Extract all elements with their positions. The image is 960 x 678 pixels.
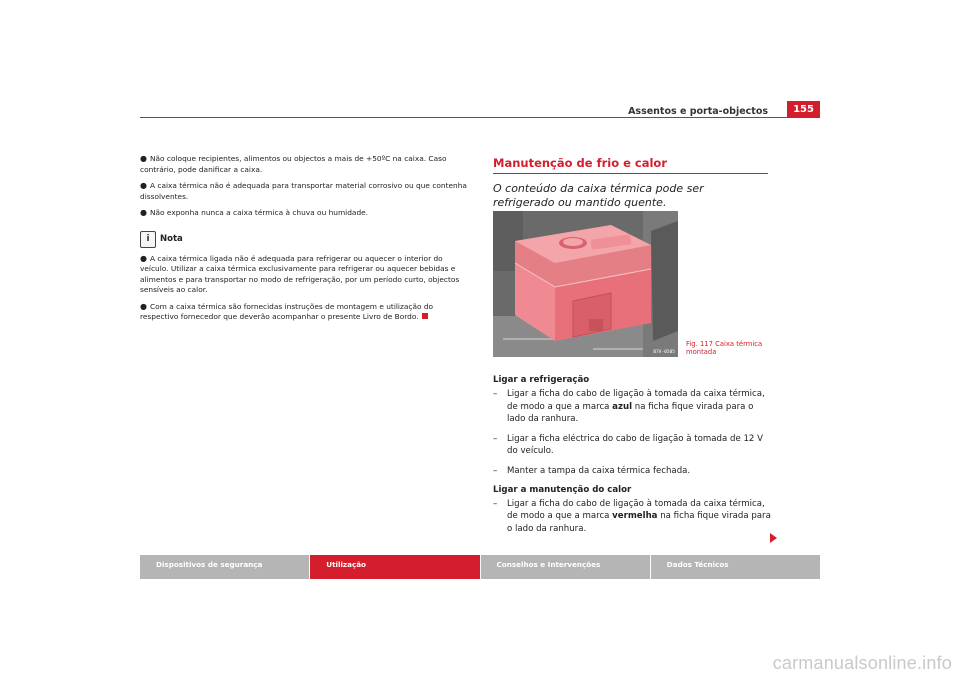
section-intro: O conteúdo da caixa térmica pode ser refrigerado ou mantido quente. xyxy=(493,182,704,209)
cooler-box-illustration xyxy=(493,211,678,357)
footer-nav xyxy=(140,555,820,579)
note-bullet: ● Com a caixa térmica são fornecidas instruções de montagem e utilização do respectivo fornecedor que deverão acompanhar o presente Livro de Bordo. xyxy=(140,301,434,321)
bullet-item: ● Não coloque recipientes, alimentos ou objectos a mais de +50ºC na caixa. Caso contrário, pode danificar a caixa. xyxy=(140,154,447,174)
note-heading xyxy=(140,231,470,248)
tab-dispositivos-de-seguranca[interactable]: Dispositivos de segurança xyxy=(140,555,309,579)
end-of-section-icon xyxy=(422,313,428,319)
bullet-icon: ● xyxy=(140,253,147,263)
heating-heading: Ligar a manutenção do calor xyxy=(493,484,632,495)
section-divider xyxy=(493,173,768,174)
page-header-title: Assentos e porta-objectos xyxy=(628,106,768,117)
bullet-icon: ● xyxy=(140,208,147,217)
tab-dados-tecnicos[interactable]: Dados Técnicos xyxy=(651,555,820,579)
instruction-step: – Manter a tampa da caixa térmica fechada. xyxy=(493,465,691,476)
tab-conselhos-e-intervencoes[interactable]: Conselhos e Intervenções xyxy=(481,555,650,579)
instruction-step: – Ligar a ficha do cabo de ligação à tomada da caixa térmica, de modo a que a marca azul na ficha fique virada para o lado da ranhura. xyxy=(493,389,765,425)
bullet-item: ● Não exponha nunca a caixa térmica à chuva ou humidade. xyxy=(140,208,369,217)
tab-utilizacao[interactable]: Utilização xyxy=(310,555,479,579)
cooler-box-figure xyxy=(493,211,678,357)
bullet-icon: ● xyxy=(140,181,147,190)
instruction-step: – Ligar a ficha do cabo de ligação à tomada da caixa térmica, de modo a que a marca vermelha na ficha fique virada para o lado da ranhura. xyxy=(493,498,771,534)
info-icon: i xyxy=(140,231,156,248)
bullet-icon: ● xyxy=(140,154,147,163)
left-column xyxy=(140,154,470,329)
watermark: carmanualsonline.info xyxy=(772,653,952,673)
cooling-heading: Ligar a refrigeração xyxy=(493,375,590,385)
right-column xyxy=(493,154,768,218)
page-number: 155 xyxy=(787,101,820,118)
header-divider xyxy=(140,117,820,118)
figure-code: B7V-0505 xyxy=(653,350,675,355)
instruction-step: – Ligar a ficha eléctrica do cabo de ligação à tomada de 12 V do veículo. xyxy=(493,433,764,457)
instructions xyxy=(493,375,773,542)
note-bullet: ● A caixa térmica ligada não é adequada para refrigerar ou aquecer o interior do veículo. Utilizar a caixa térmica exclusivamente para refrigerar ou aquecer bebidas e alimentos e para transportar no modo de refrigeração, por um período curto, objectos sensíveis ao calor. xyxy=(140,253,460,294)
note-label: Nota xyxy=(160,234,183,244)
bullet-icon: ● xyxy=(140,301,147,311)
section-title: Manutenção de frio e calor xyxy=(493,156,667,170)
next-page-arrow-icon[interactable] xyxy=(770,533,777,543)
bullet-item: ● A caixa térmica não é adequada para transportar material corrosivo ou que contenha dissolventes. xyxy=(140,181,467,201)
figure-caption: Fig. 117 Caixa térmica montada xyxy=(686,340,763,356)
